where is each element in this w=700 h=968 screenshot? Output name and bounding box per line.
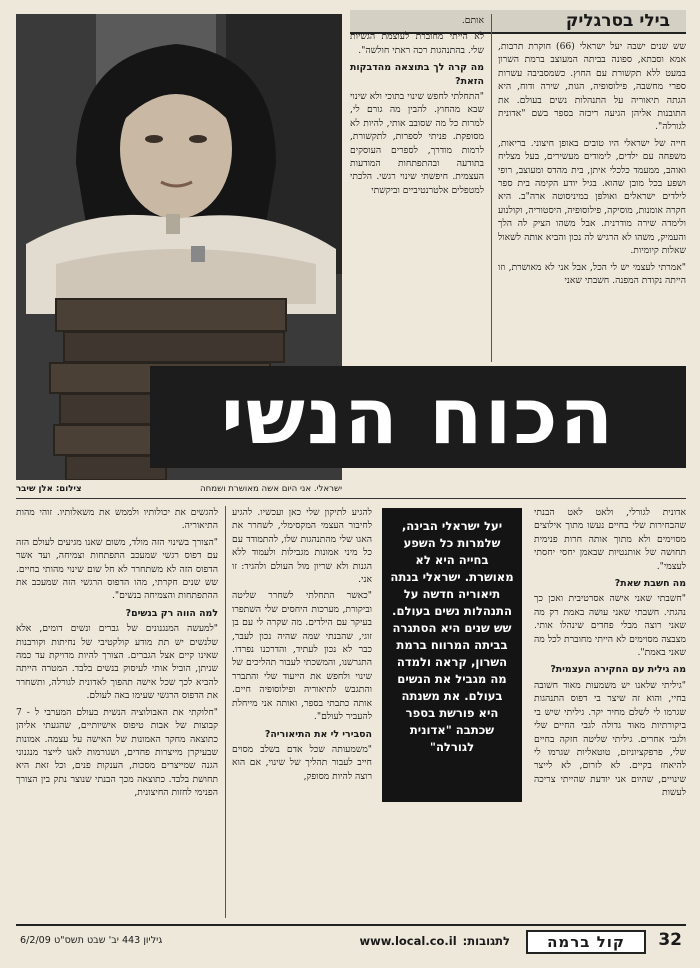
paragraph: "חלוקתי את האבולוציה הנשית בעולם המערבי ל - 7 קבוצות של אבות טיפוס אישיותיים, שהגעתי אליהן כתוצאה מחקר האמונות של האישה על עצמה. אמונות שבעיקרן מייצרות פחדים, ושגורמות לאנו לייצר מנגנוני הגנה שמייצרים מסכות, הענקות פנים, וכל זאת היא תחושת בלבד. כתוצאה מכך הבנתי שנוצר נתק בין הצורך הפנימי לחזות החיצונית, [16,706,218,799]
publication-logo [526,930,646,954]
feedback-url [359,934,510,948]
paragraph: חייה של ישראלי היו טובים באופן חיצוני. בריאות, משפחה עם ילדים, לימודים מעשירים, בעל מצליח ואוהב, ממעמד כלכלי איתן, בית מהדס ומעוצב, רופי ושפע בכל מובן שהוא. בגיל יודע הקימה בית ספר לילדים ישראלים ואולפן במיניסוטה ארה"ב. היא חקרה אומנות, מוסיקה, פילוסופיה, היסטוריה, וקולנוע ולימדה שירה מודרנית. אבל משהו הציק לה הלך והעמיק, משהו לא הרגיש לה נכון והביא אותה לשאול שאלות קיומיות. [498,137,686,257]
paragraph: "הצורך בשינוי הזה מולד, משום שאנו מגיעים לעולם הזה עם דפוס רגשי שמעכב התפתחות וצמיחה, ועד אשר הדפוס הזה לא משתחרר לא חל שום שינוי מהותי בחיים. שש שנים חקרתי, מהו הדפוס הרגשי הזה שמעכב את ההתפתחות והצמיחה בנשים". [16,536,218,602]
interview-question: הסבירי לי את התיאוריה? [264,728,372,740]
article-column-top-left [350,14,484,362]
interview-question: מה גילית עם החקירה העצמית? [550,664,686,676]
website-link[interactable]: www.local.co.il [359,934,457,948]
page-number: 32 [658,930,682,950]
interview-question: למה הווה רק בנשים? [125,607,218,619]
column-divider [491,14,492,362]
headline-banner [150,366,686,468]
paragraph: אותם. [461,15,484,26]
caption-text: ישראלי. אני היום אשה מאושרת ושמחה [200,484,342,494]
page-footer [16,924,686,956]
article-column-top-right [498,40,686,362]
article-column-bottom-3 [16,506,218,920]
author-name: בילי בסרגליק [565,11,670,31]
logo-text: קול ברמה [547,933,625,951]
pull-quote-text: יעל ישראלי הבינה, שלמרות כל השפע בחייה היא לא מאושרת. ישראלי בנתה תיאוריה חדשה על התנהלות נשים בעולם. שש שנים היא הסתגרה בביתה המרווח ברמת השרון, קראה ולמדה מה מגביל את הנשים בעולם. את משנתה היא פורשת בספר שכתבה "אדונית לגורלה" [390,519,514,754]
section-divider [16,498,686,499]
pull-quote-box [382,508,522,802]
article-column-bottom-1 [534,506,686,920]
paragraph: "חשבתי שאני אישה אסרטיבית ואכן כך נהגתי. חשבתי שאני עושה באמת רק מה שאני רוצה מבלי פחדים שינהלו אותי. מצבצה מסוימים לא הייתי מחוברת לכל מה שאני באמת". [534,593,686,659]
paragraph: להגיע לתיקון שלי כאן ועכשיו. להגיע לחיבור העצמי המקסימלי, לשחרר את האגו שלי מהתנהגות שלו, להתמודד עם כל מיני אמונות מגבילות ולעמוד ללא הגנות ולא שריון מול העולם ולהגיד: זו אני. [232,507,372,586]
column-divider [225,506,226,918]
issue-info: גיליון 443 יב' שבט תשס"ט 6/2/09 [20,935,163,946]
interview-question: מה חשבת שאת? [614,578,686,590]
paragraph: להגשים את יכולותיו ולממש את משאלותיו. זוהי מהות התיאוריה. [16,507,218,532]
photo-caption [16,484,342,494]
headline-text: הכוח הנשי [220,372,616,462]
paragraph: שש שנים ישבה יעל ישראלי (66) חוקרת תרבות, אמא וסבתא, ספונה בביתה המעוצב ברמת השרון במעט ללא תקשורת עם החוץ. כשמסביבה עשרות ספרי מחשבה, פילוסופיה, הגות, שירה ודוח, היא הגתה תיאוריה על התנהלות נשים בעולם. את התובנות אליהן הגיעה ריכזה בספר בשם "אדונית לגורלה". [498,41,686,133]
paragraph: "משמעותה שכל אדם בשלב מסוים חייב לעבור תהליך של שינוי, אם הוא רוצה להיות מסופק, [232,743,372,782]
interview-question: מה קרה לך בתוצאה מהדבקות הזאת? [350,62,484,87]
paragraph: "גיליתי שלאנו יש משמעות מאוד חשובה בחיי, והוא זה שיצר בי דפוס התנהגות שגרמו לי לשלם מחיר יקר. גיליתי שיש בי ביקורתיות מאוד גדולה לגבי החיים שלי ולגבי אחרים. גיליתי שליטה חזקה בחיים שלי, פרפקציוניזם, טוטאליות שגרמו לי להיאחז בקיים. לא לזרום, לא לייצר שינויים, שהיום אני יודעת שהייתי צריכה לעשות [534,679,686,799]
paragraph: "אמרתי לעצמי יש לי הכל, אבל אני לא מאושרת, וזו הייתה נקודת המפנה. חשבתי שאני [498,261,686,286]
article-column-bottom-2 [232,506,372,920]
paragraph: אדונית לגורלי, ולאט לאט הבנתי שהבחירות שלי בחיים נעשו מתוך אילוצים מסוימים ולא מתוך אותה חרות פנימית תחושה של אותנטיות שבאמן יחסי יחסתי לעצמי". [534,507,686,572]
paragraph: "כאשר התחלתי לשחרר שליטה וביקורת, מערכות היחסים שלי השתפרו בעיקר עם הילדים. מה שקרה לי עם בן זוגי, שהבנתי שמה שהיה נכון לעבר, כבר לא נכון לעתיד, והדרכנו נפרדו. התגרשנו, והמשכתי לעבור תהליכים של שינוי ולחפש את הייעוד שלי והתברר והתגבש לתיאוריה ופילוסופיה חיים. אותה כתבתי בספר, ואותה אני מייחלת להעביר לעולם". [232,590,372,723]
photo-credit: צילום: אלן שיבר [16,484,82,494]
feedback-label: לתגובות: [462,934,510,948]
paragraph: "התחלתי לחפש שינוי בתוכי ולא שינוי שבא מהחוץ. להבין מה גורם לי, למרות כל מה שסובב אותי, להיות לא מסופקת. פניתי לספרות, לתקשורת, לרמות מודרך, לספרים העוסקים בתודעה ובהתפתחות המודעות העצמית. חיפשתי שינוי רגשי. הלכתי למטפלים אלטרנטיביים וביקשתי [350,91,484,196]
paragraph: לא הייתי מחוברת לעוצמת הגשיות שלי. בהתנהגות רכה ראתי חולשה". [350,31,484,56]
paragraph: "למעשה המנגנונים של גברים ונשים דומים, אלא שלנשים יש תת מודע קולקטיבי של נחיתות וקורבנות שאינו קיים אצל הגברים. הצורך להיות מדויקת עד כמה שניתן, הוביל אותי לעיסוק בנשים בלבד. המטרה הייתה להביא לכך שכל אישה תהפוך לאדונית לגורלה, ותשחרר את הדפוס הרגשי שעימו באה לעולם. [16,623,218,702]
